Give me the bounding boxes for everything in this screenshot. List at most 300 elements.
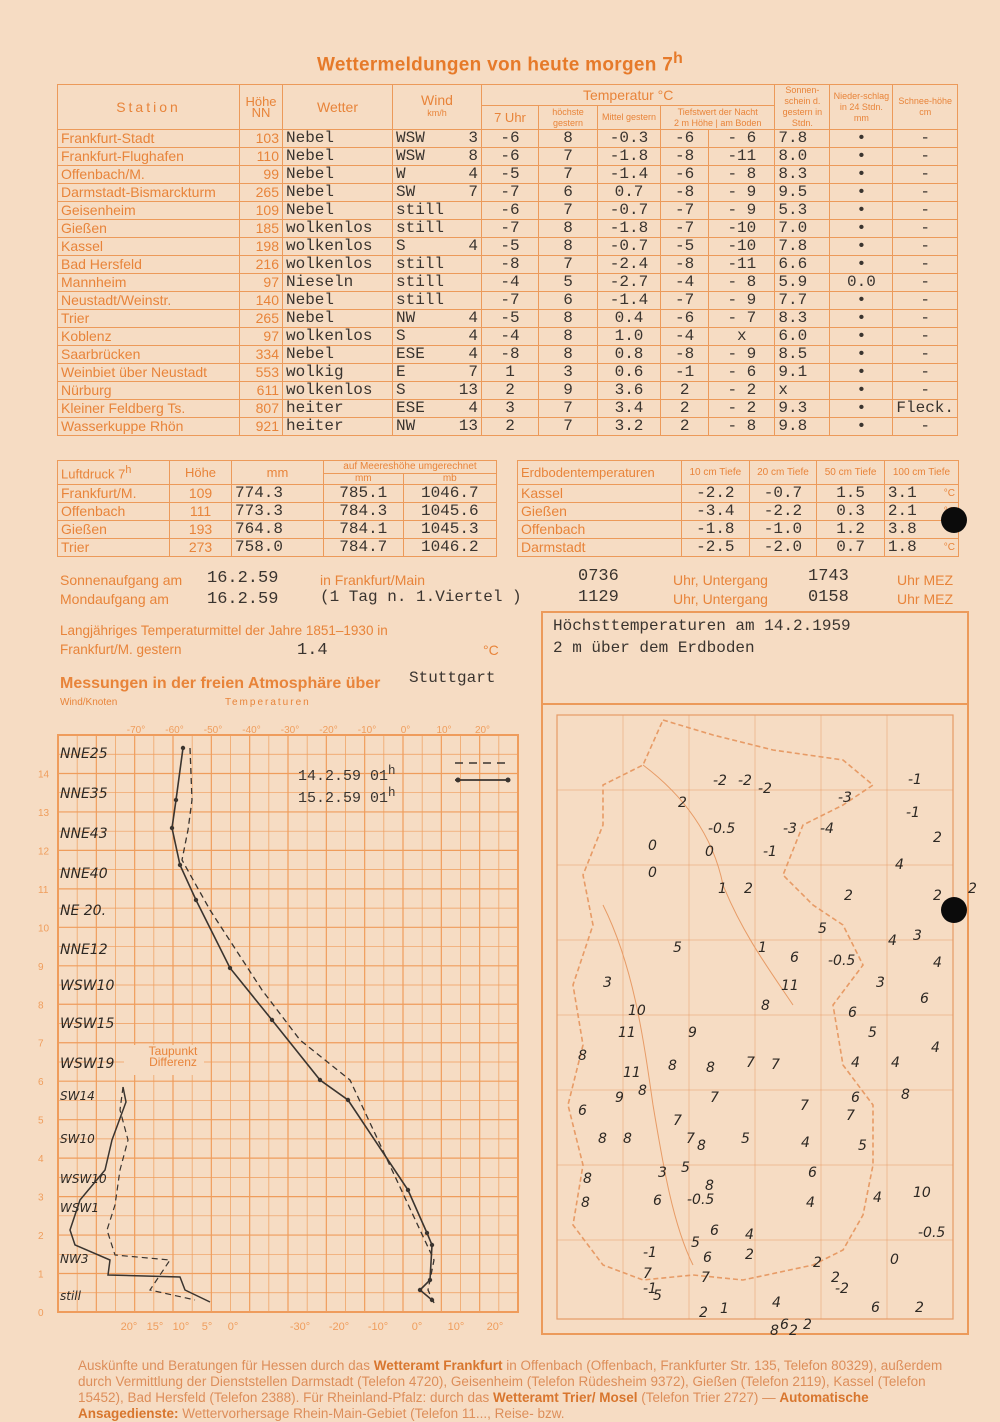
moonset-time: 0158 [808, 588, 849, 607]
soil-50cm: 1.2 [817, 521, 885, 539]
station-wind [393, 328, 482, 346]
map-temperature: 2 [678, 795, 687, 811]
temp-point [228, 966, 232, 970]
map-temperature: -0.5 [708, 821, 736, 837]
station-name: Mannheim [58, 274, 240, 292]
station-weather: Nebel [283, 148, 393, 166]
map-temperature: 2 [789, 1323, 798, 1339]
temp-mean: -2.7 [598, 274, 661, 292]
temp-max: 8 [539, 346, 598, 364]
wind-reading: NNE12 [60, 942, 108, 958]
map-temperature: 8 [697, 1138, 706, 1154]
wind-speed: 4 [468, 327, 478, 345]
map-temperature: 3 [876, 975, 885, 991]
temp-mean: 0.6 [598, 364, 661, 382]
wind-direction: still [396, 201, 445, 219]
pressure-sea-mm: 784.7 [324, 539, 404, 557]
precipitation: • [830, 364, 893, 382]
height-tick: 2 [38, 1231, 44, 1243]
station-name: Gießen [58, 220, 240, 238]
temp-max: 7 [539, 148, 598, 166]
temp-min-ground: -11 [709, 148, 775, 166]
map-temperature: 3 [913, 928, 922, 944]
top-tick: -10° [357, 725, 377, 736]
map-temperature: 6 [848, 1005, 857, 1021]
temp-min-2m: 2 [661, 382, 709, 400]
map-temperature: 8 [706, 1060, 715, 1076]
map-temperature: 4 [806, 1195, 815, 1211]
station-name: Wasserkuppe Rhön [58, 418, 240, 436]
pressure-row [58, 539, 497, 557]
sunshine: 5.9 [775, 274, 830, 292]
temp-min-2m: -8 [661, 256, 709, 274]
height-tick: 3 [38, 1192, 44, 1204]
station-row [58, 364, 958, 382]
temp-min-ground: - 9 [709, 292, 775, 310]
wind-reading: NNE40 [60, 866, 108, 882]
soil-unit: °C [943, 542, 955, 553]
wind-direction: E [396, 363, 406, 381]
wind-reading: SW10 [60, 1132, 95, 1146]
sunrise-time: 0736 [578, 567, 619, 586]
station-wind [393, 130, 482, 148]
map-temperature: 8 [705, 1178, 714, 1194]
map-temperature: 11 [623, 1065, 641, 1081]
sun-location: in Frankfurt/Main [320, 572, 426, 588]
wind-direction: NW [396, 309, 416, 327]
station-wind [393, 382, 482, 400]
temp-point [430, 1298, 434, 1302]
temp-point [181, 746, 185, 750]
map-temperature: 2 [933, 888, 942, 904]
station-row [58, 148, 958, 166]
wind-speed: 4 [468, 399, 478, 417]
station-row [58, 400, 958, 418]
station-wind [393, 364, 482, 382]
map-temperature: 6 [920, 991, 929, 1007]
pressure-sea-mb: 1046.7 [403, 485, 496, 503]
page-title: Wettermeldungen von heute morgen 7$^h$ [316, 50, 684, 76]
wind-reading: NW3 [60, 1252, 89, 1266]
station-name: Koblenz [58, 328, 240, 346]
map-temperature: 1 [720, 1301, 729, 1317]
wind-direction: WSW [396, 129, 425, 147]
height-tick: 12 [38, 846, 50, 858]
temp-min-ground: x [709, 328, 775, 346]
temp-mean: -2.4 [598, 256, 661, 274]
temp-max: 8 [539, 220, 598, 238]
sunset-label: Uhr, Untergang [673, 572, 768, 588]
temp-max: 7 [539, 418, 598, 436]
pressure-mm-value: 774.3 [232, 485, 324, 503]
temp-mean: 0.8 [598, 346, 661, 364]
snow-height: - [893, 256, 958, 274]
map-temperature: 5 [741, 1131, 750, 1147]
river-line [603, 905, 693, 1265]
soil-100cm-value: 2.1 [887, 502, 917, 520]
wind-direction: ESE [396, 345, 425, 363]
station-height: 334 [240, 346, 283, 364]
map-temperature: 4 [801, 1135, 810, 1151]
map-temperature: 2 [699, 1305, 708, 1321]
moonrise-date: 16.2.59 [207, 590, 279, 609]
sunshine: 8.3 [775, 310, 830, 328]
soil-station: Gießen [518, 503, 682, 521]
temp-min-ground: - 6 [709, 364, 775, 382]
temp-7: -5 [482, 166, 539, 184]
map-temperature: 2 [813, 1255, 822, 1271]
wind-reading: NE 20. [60, 903, 107, 919]
height-tick: 10 [38, 923, 50, 935]
wind-speed: 4 [468, 309, 478, 327]
map-temperature: -3 [783, 821, 797, 837]
station-name: Trier [58, 310, 240, 328]
germany-border [568, 720, 873, 1280]
pressure-sea-mm: 784.3 [324, 503, 404, 521]
precipitation: • [830, 346, 893, 364]
wind-speed: 4 [468, 237, 478, 255]
temp-mean: -0.7 [598, 202, 661, 220]
map-temperature: 7 [701, 1270, 710, 1286]
temp-7: 3 [482, 400, 539, 418]
temp-7: -7 [482, 220, 539, 238]
temp-mean: 0.4 [598, 310, 661, 328]
station-row [58, 202, 958, 220]
snow-height: - [893, 382, 958, 400]
station-row [58, 220, 958, 238]
col-hoehe: Höhe NN [240, 85, 283, 130]
soil-100cm [884, 539, 958, 557]
map-temperature: -1 [643, 1245, 657, 1261]
soil-label: Erdbodentemperaturen [518, 461, 682, 485]
station-name: Neustadt/Weinstr. [58, 292, 240, 310]
wind-speed: 13 [458, 381, 478, 399]
precipitation: • [830, 256, 893, 274]
temp-mean: 0.7 [598, 184, 661, 202]
wind-label: Wind/Knoten [60, 697, 118, 708]
temp-mean: -1.8 [598, 220, 661, 238]
station-weather: wolkenlos [283, 328, 393, 346]
col-hoechste: höchste gestern [539, 106, 598, 130]
height-tick: 0 [38, 1308, 44, 1319]
germany-map [543, 705, 967, 1333]
sunshine: 6.6 [775, 256, 830, 274]
col-temp: Temperatur °C [482, 85, 775, 106]
station-row [58, 418, 958, 436]
soil-50cm: 0.7 [817, 539, 885, 557]
station-name: Offenbach/M. [58, 166, 240, 184]
map-temperature: 9 [615, 1090, 624, 1106]
col-t7: 7 Uhr [482, 106, 539, 130]
sunset-time: 1743 [808, 567, 849, 586]
temp-min-2m: -4 [661, 328, 709, 346]
map-temperature: -2 [758, 781, 772, 797]
temp-point [170, 826, 174, 830]
pressure-sea-mb: 1046.2 [403, 539, 496, 557]
soil-row [518, 503, 959, 521]
map-temperature: 4 [851, 1055, 860, 1071]
soil-50cm: 0.3 [817, 503, 885, 521]
temp-mean: 3.6 [598, 382, 661, 400]
height-tick: 13 [38, 807, 50, 819]
temp-7: -6 [482, 148, 539, 166]
map-temperature: 4 [873, 1190, 882, 1206]
station-weather: Nebel [283, 310, 393, 328]
map-temperature: 7 [746, 1055, 755, 1071]
pressure-station: Frankfurt/M. [58, 485, 170, 503]
map-temperature: 0 [705, 844, 714, 860]
snow-height: - [893, 148, 958, 166]
temp-profile-15-2 [182, 748, 435, 1305]
height-tick: 5 [38, 1115, 44, 1127]
precipitation: • [830, 418, 893, 436]
snow-height: - [893, 166, 958, 184]
legend-point [456, 778, 461, 783]
map-temperature: 8 [638, 1083, 647, 1099]
wind-reading: WSW1 [60, 1201, 99, 1215]
moon-mez: Uhr MEZ [897, 591, 953, 607]
temp-min-2m: 2 [661, 418, 709, 436]
temp-7: -8 [482, 256, 539, 274]
atmosphere-chart [0, 700, 540, 1340]
temp-min-ground: - 8 [709, 418, 775, 436]
top-tick: 10° [436, 725, 452, 736]
sunshine: 9.1 [775, 364, 830, 382]
bottom-tick-temp: -20° [328, 1321, 350, 1333]
wind-direction: W [396, 165, 406, 183]
map-temperature: -2 [835, 1281, 849, 1297]
soil-station: Darmstadt [518, 539, 682, 557]
wind-reading: WSW10 [60, 1172, 107, 1186]
top-tick: -50° [203, 725, 223, 736]
punch-hole-bottom [941, 897, 967, 923]
temp-min-ground: - 7 [709, 310, 775, 328]
snow-height: - [893, 130, 958, 148]
station-row [58, 238, 958, 256]
station-wind [393, 418, 482, 436]
snow-height: - [893, 328, 958, 346]
temp-max: 9 [539, 382, 598, 400]
wind-speed: 7 [468, 183, 478, 201]
temp-max: 8 [539, 310, 598, 328]
sunshine: 5.3 [775, 202, 830, 220]
station-name: Bad Hersfeld [58, 256, 240, 274]
temp-min-ground: - 9 [709, 184, 775, 202]
precipitation: • [830, 310, 893, 328]
bottom-tick-dewpoint: 5° [201, 1321, 213, 1333]
bottom-tick-dewpoint: 15° [146, 1321, 164, 1333]
map-temperature: 10 [913, 1185, 931, 1201]
legend-2: 15.2.59 01$^h$ [298, 786, 396, 807]
wind-direction: S [396, 327, 406, 345]
wind-direction: still [396, 291, 445, 309]
station-weather: Nebel [283, 166, 393, 184]
wind-reading: NNE25 [60, 746, 108, 762]
station-name: Darmstadt-Bismarckturm [58, 184, 240, 202]
col-wind: Wind km/h [393, 85, 482, 130]
map-temperature: 2 [744, 881, 753, 897]
map-temperature: 2 [968, 881, 977, 897]
soil-row [518, 521, 959, 539]
snow-height: - [893, 418, 958, 436]
map-temperature: 2 [803, 1317, 812, 1333]
temp-label: Temperaturen [225, 697, 311, 708]
temp-min-ground: - 8 [709, 166, 775, 184]
pressure-meeres: auf Meereshöhe umgerechnet [324, 461, 497, 474]
soil-100cm-value: 1.8 [887, 538, 917, 556]
map-temperature: 6 [780, 1317, 789, 1333]
wind-reading: WSW15 [60, 1016, 115, 1032]
map-temperature: 2 [844, 888, 853, 904]
map-temperature: 6 [578, 1103, 587, 1119]
temp-max: 8 [539, 238, 598, 256]
sunshine: 7.8 [775, 130, 830, 148]
station-weather: wolkenlos [283, 220, 393, 238]
map-temperature: 6 [871, 1300, 880, 1316]
station-height: 198 [240, 238, 283, 256]
wind-speed: 4 [468, 165, 478, 183]
pressure-meeres-mb: mb [403, 474, 496, 485]
legend-point [506, 778, 511, 783]
pressure-station: Gießen [58, 521, 170, 539]
pressure-meeres-mm: mm [324, 474, 404, 485]
map-temperature: 8 [770, 1323, 779, 1339]
map-temperature: 4 [772, 1295, 781, 1311]
temp-min-ground: - 2 [709, 382, 775, 400]
legend-1: 14.2.59 01$^h$ [298, 764, 396, 785]
top-tick: 0° [400, 725, 411, 736]
station-wind [393, 238, 482, 256]
station-weather: heiter [283, 400, 393, 418]
map-temperature: 8 [761, 998, 770, 1014]
map-temperature: 7 [686, 1131, 695, 1147]
station-height: 97 [240, 274, 283, 292]
temp-point [346, 1098, 350, 1102]
top-tick: -30° [280, 725, 300, 736]
map-temperature: -4 [820, 821, 834, 837]
col-wetter: Wetter [283, 85, 393, 130]
snow-height: - [893, 274, 958, 292]
temp-max: 5 [539, 274, 598, 292]
longterm-value: 1.4 [297, 641, 328, 660]
temp-min-2m: -8 [661, 346, 709, 364]
sun-mez: Uhr MEZ [897, 572, 953, 588]
atmosphere-heading: Messungen in der freien Atmosphäre über [60, 675, 381, 692]
sunrise-date: 16.2.59 [207, 569, 279, 588]
station-height: 611 [240, 382, 283, 400]
sunshine: 8.0 [775, 148, 830, 166]
soil-20cm: -0.7 [749, 485, 817, 503]
sunshine: 9.5 [775, 184, 830, 202]
soil-unit: °C [943, 488, 955, 499]
snow-height: - [893, 346, 958, 364]
map-temperature: 5 [681, 1160, 690, 1176]
map-box [541, 703, 977, 1339]
map-temperature: 4 [891, 1055, 900, 1071]
map-temperature: 8 [623, 1131, 632, 1147]
temp-min-ground: -11 [709, 256, 775, 274]
pressure-height: 109 [170, 485, 232, 503]
station-weather: wolkenlos [283, 256, 393, 274]
sunshine: 9.3 [775, 400, 830, 418]
pressure-height: 111 [170, 503, 232, 521]
temp-min-2m: -7 [661, 220, 709, 238]
station-name: Kassel [58, 238, 240, 256]
temp-min-2m: -4 [661, 274, 709, 292]
map-temperature: 1 [718, 881, 727, 897]
temp-mean: -0.3 [598, 130, 661, 148]
station-height: 97 [240, 328, 283, 346]
temp-7: -6 [482, 130, 539, 148]
temp-7: -8 [482, 346, 539, 364]
temp-min-ground: - 8 [709, 274, 775, 292]
wind-speed: 13 [458, 417, 478, 435]
snow-height: - [893, 184, 958, 202]
soil-row [518, 485, 959, 503]
height-tick: 11 [38, 884, 49, 896]
map-temperature: 6 [808, 1165, 817, 1181]
map-temperature: -0.5 [918, 1225, 946, 1241]
station-wind [393, 202, 482, 220]
longterm-unit: °C [483, 642, 499, 658]
map-temperature: 9 [688, 1025, 697, 1041]
temp-7: -5 [482, 238, 539, 256]
wind-direction: still [396, 219, 445, 237]
soil-station: Offenbach [518, 521, 682, 539]
temp-point [270, 1018, 274, 1022]
taupunkt-label: Taupunkt Differenz [148, 1044, 198, 1069]
station-height: 807 [240, 400, 283, 418]
wind-direction: SW [396, 183, 416, 201]
wind-reading: WSW19 [60, 1056, 115, 1072]
map-temperature: 5 [858, 1138, 867, 1154]
map-temperature: -2 [738, 773, 752, 789]
station-weather: heiter [283, 418, 393, 436]
col-schnee: Schnee-höhe cm [893, 85, 958, 130]
temp-min-ground: - 2 [709, 400, 775, 418]
soil-table [517, 460, 959, 557]
map-temperature: 6 [790, 950, 799, 966]
map-temperature: -1 [763, 844, 777, 860]
map-title-1: Höchsttemperaturen am 14.2.1959 [553, 617, 851, 635]
sunshine: 7.8 [775, 238, 830, 256]
pressure-sea-mm: 784.1 [324, 521, 404, 539]
sunshine: 7.7 [775, 292, 830, 310]
map-temperature: 8 [578, 1048, 587, 1064]
map-temperature: 0 [648, 865, 657, 881]
wind-direction: WSW [396, 147, 425, 165]
map-temperature: 2 [745, 1247, 754, 1263]
pressure-table [57, 460, 497, 557]
temp-min-ground: -10 [709, 220, 775, 238]
wind-speed: 7 [468, 363, 478, 381]
col-station: Station [58, 85, 240, 130]
temp-min-2m: -1 [661, 364, 709, 382]
temp-7: 2 [482, 382, 539, 400]
map-temperature: 4 [888, 933, 897, 949]
bottom-tick-temp: 20° [486, 1321, 504, 1333]
soil-10cm: -3.4 [682, 503, 750, 521]
map-temperature: -0.5 [687, 1192, 715, 1208]
moonset-label: Uhr, Untergang [673, 591, 768, 607]
station-name: Weinbiet über Neustadt [58, 364, 240, 382]
temp-min-ground: - 9 [709, 202, 775, 220]
pressure-mm-value: 773.3 [232, 503, 324, 521]
temp-7: -4 [482, 328, 539, 346]
temp-7: -4 [482, 274, 539, 292]
height-tick: 1 [38, 1269, 44, 1281]
temp-mean: -1.4 [598, 292, 661, 310]
